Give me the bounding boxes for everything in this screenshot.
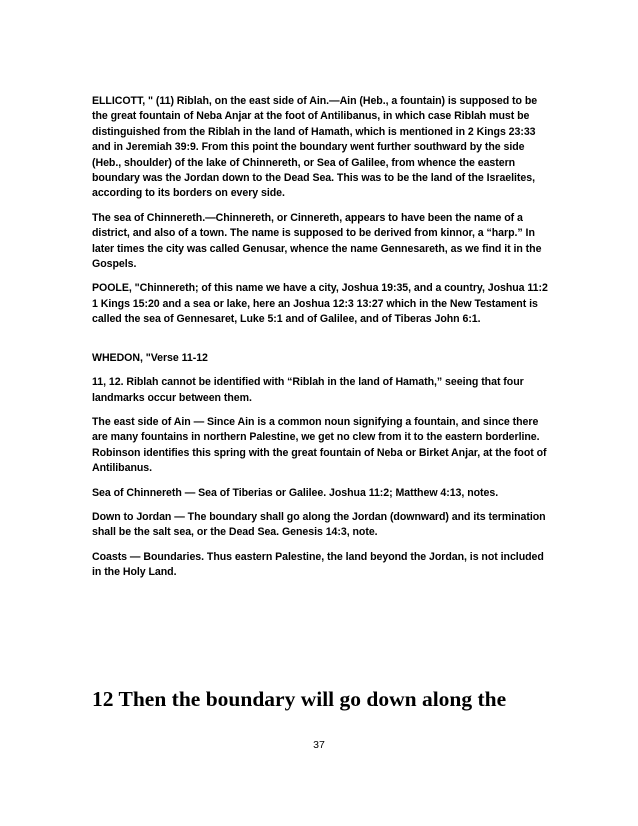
commentary-paragraph-chinnereth: The sea of Chinnereth.—Chinnereth, or Cinnereth, appears to have been the name of a district, and also of a town. The name is supposed to be derived from kinnor, a “harp.” In later times the city was called Genusar, whence the name Gennesareth, as we find it in the Gospels. xyxy=(92,211,542,271)
commentary-paragraph-poole: POOLE, "Chinnereth; of this name we have a city, Joshua 19:35, and a country, Joshua 11:2 1 Kings 15:20 and a sea or lake, here an Joshua 12:3 13:27 which in the New Testament is called the sea of Gennesaret, Luke 5:1 and of Galilee, and of Tiberas John 6:1. xyxy=(92,282,548,326)
verse-heading: 12 Then the boundary will go down along the xyxy=(92,687,507,711)
commentary-paragraph-whedon-ain: The east side of Ain — Since Ain is a common noun signifying a fountain, and since there are many fountains in northern Palestine, we get no clew from it to the eastern borderline. Robinson identifies this spring with the great fountain of Neba or Birket Anjar, at the foot of Antilibanus. xyxy=(92,415,547,475)
commentary-paragraph-whedon-title: WHEDON, "Verse 11-12 xyxy=(92,351,208,364)
paragraph-spacer xyxy=(92,337,548,351)
commentary-paragraph-whedon-jordan: Down to Jordan — The boundary shall go along the Jordan (downward) and its termination shall be the salt sea, or the Dead Sea. Genesis 14:3, note. xyxy=(92,510,546,539)
commentary-paragraph-ellicott: ELLICOTT, " (11) Riblah, on the east side of Ain.—Ain (Heb., a fountain) is supposed to be the great fountain of Neba Anjar at the foot of Antilibanus, in which case Riblah must be distinguished from the Riblah in the land of Hamath, which is mentioned in 2 Kings 23:33 and in Jeremiah 39:9. From this point the boundary went further southward by the side (Heb., shoulder) of the lake of Chinnereth, or Sea of Galilee, from whence the eastern boundary was the Jordan down to the Dead Sea. This was to be the land of the Israelites, according to its borders on every side. xyxy=(92,95,538,200)
document-body xyxy=(92,94,548,590)
commentary-paragraph-whedon-coasts: Coasts — Boundaries. Thus eastern Palestine, the land beyond the Jordan, is not included in the Holy Land. xyxy=(92,550,544,579)
page-number: 37 xyxy=(313,739,325,751)
commentary-paragraph-whedon-riblah: 11, 12. Riblah cannot be identified with “Riblah in the land of Hamath,” seeing that four landmarks occur between them. xyxy=(92,376,524,404)
commentary-paragraph-whedon-sea: Sea of Chinnereth — Sea of Tiberias or Galilee. Joshua 11:2; Matthew 4:13, notes. xyxy=(92,486,499,499)
